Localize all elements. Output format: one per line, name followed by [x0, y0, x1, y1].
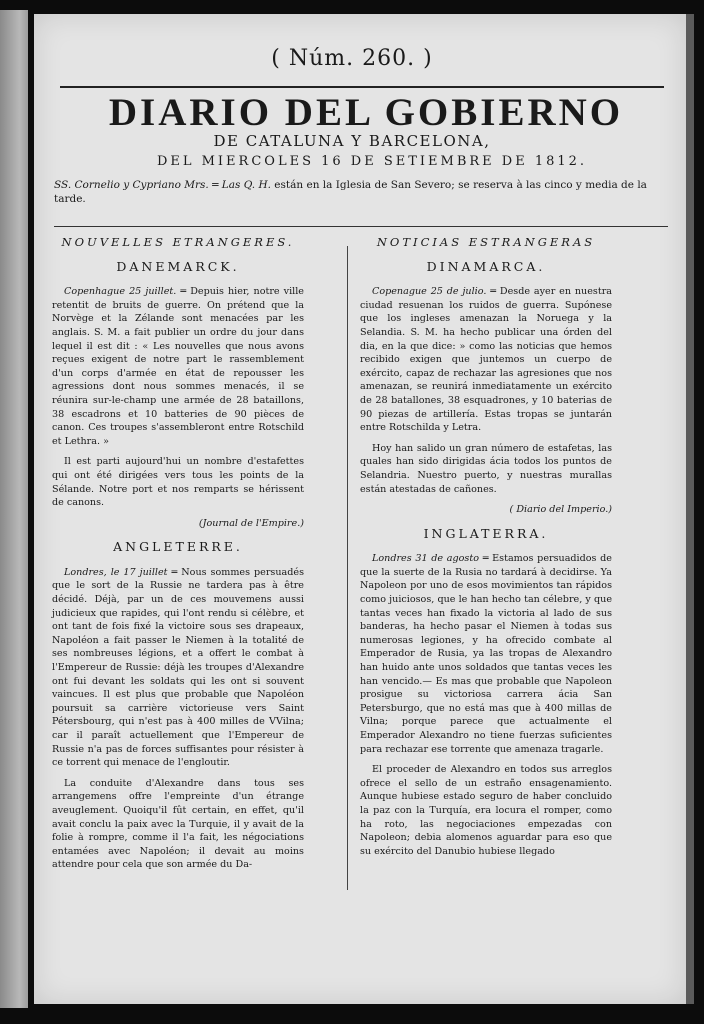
spanish-text: ═ Estamos persuadidos de que la suerte de la Rusia no tardará à decidirse. Ya Napoleon por uno de esos movimientos tan rápidos como juiciosos, que le han hecho tan célebre, y que tantas veces han fixado la victoria al lado de sus banderas, ha hecho pasar el Niemen à todas sus numerosas legiones, y ha ofrecido combate al Emperador de Rusia, ya las tropas de Alexandro han huido ante unos soldados que tantas veces les han vencido.— Es mas que probable que Napoleon prosigue su victoriosa carrera ácia San Petersburgo, que no está mas que à 400 millas de Vilna; porque parece que actualmente el Emperador Alexandro no tiene fuerzas suficientes para rechazar ese torrente que amenaza tragarle.: [360, 553, 612, 755]
french-paragraph: [52, 566, 304, 770]
spanish-column: [360, 236, 612, 865]
saints-text: están en la Iglesia de San Severo; se reserva à las cinco y media de la tarde.: [54, 179, 647, 205]
spanish-country-denmark: DINAMARCA.: [426, 258, 546, 274]
dateline: DEL MIERCOLES 16 DE SETIEMBRE DE 1812.: [156, 154, 588, 169]
column-divider: [347, 246, 348, 890]
top-rule: [60, 86, 664, 88]
page-edge-shadow: [686, 14, 694, 1004]
masthead-title: DIARIO DEL GOBIERNO: [108, 91, 624, 134]
masthead-subtitle: DE CATALUNA Y BARCELONA,: [213, 132, 491, 150]
french-text: ═ Nous sommes persuadés que le sort de la Russie ne tardera pas à être décidé. Déjà, par un de ces mouvemens aussi judicieux que rapides, qui l'ont rendu si célèbre, et ont tant de fois fixé la victoire sous ses drapeaux, Napoléon a fait passer le Niemen à la totalité de ses nombreuses légions, et a offert le combat à l'Empereur de Russie: déjà les troupes d'Alexandre ont fui devant les soldats qui les ont si souvent vaincues. Il est plus que probable que Napoléon poursuit sa carrière victorieuse vers Saint Pétersbourg, qui n'est pas à 400 milles de VVilna; car il paraît actuellement que l'Empereur de Russie n'a pas de forces suffisantes pour résister à ce torrent qui menace de l'engloutir.: [52, 566, 304, 769]
french-country-denmark: DANEMARCK.: [116, 258, 240, 274]
spanish-heading: NOTICIAS ESTRANGERAS: [376, 235, 596, 249]
spanish-paragraph: [360, 285, 612, 435]
spanish-paragraph: [360, 552, 612, 756]
french-country-england: ANGLETERRE.: [113, 539, 243, 555]
french-dateline-copenhague: Copenhague 25 juillet.: [64, 286, 177, 298]
saints-italic: SS. Cornelio y Cypriano Mrs. ═ Las Q. H.: [54, 179, 271, 191]
previous-page-edge: [0, 10, 28, 1008]
spanish-text: ═ Desde ayer en nuestra ciudad resuenan los ruidos de guerra. Supónese que los ingleses amenazan la Noruega y la Selandia. S. M. ha hecho publicar una órden del dia, en la que dice: » como las noticias que hemos recibido exigen que juntemos un cuerpo de exército, capaz de rechazar las agresiones que nos amenazan, se reunirá inmediatamente un exército de 28 batallones, 38 esquadrones, y 10 baterias de 90 piezas de artillería. Estas tropas se juntarán entre Rotschilda y Letra.: [360, 286, 612, 434]
french-paragraph: Il est parti aujourd'hui un nombre d'estafettes qui ont été dirigées vers tous les points de la Sélande. Notre port et nos remparts se hérissent de canons.: [52, 456, 304, 509]
section-rule: [54, 226, 668, 227]
french-paragraph: [52, 285, 304, 448]
spanish-dateline-londres: Londres 31 de agosto: [372, 553, 479, 565]
french-heading: NOUVELLES ETRANGERES.: [61, 235, 295, 249]
issue-number: ( Núm. 260. ): [271, 46, 433, 71]
french-paragraph: La conduite d'Alexandre dans tous ses arrangemens offre l'empreinte d'un étrange aveuglement. Quoiqu'il fût certain, en effet, qu'il avait conclu la paix avec la Turquie, il y avait de la folie à rompre, comme il l'a fait, les négociations entamées avec Napoléon; il devait au moins attendre pour cela que son armée du Da-: [52, 777, 304, 871]
spanish-dateline-copenague: Copenague 25 de julio.: [372, 286, 487, 298]
spanish-country-england: INGLATERRA.: [423, 525, 549, 541]
french-text: ═ Depuis hier, notre ville retentit de bruits de guerre. On prétend que la Norvège et la Zélande sont menacées par les anglais. S. M. a fait publier un ordre du jour dans lequel il est dit : « Les nouvelles que nous avons reçues exigent de notre part le rassemblement d'un corps d'armée en état de repousser les agressions dont nous sommes menacés, il se réunira sur-le-champ une armée de 28 bataillons, 38 escadrons et 10 batteries de 90 pièces de canon. Ces troupes s'assembleront entre Rotschild et Lethra. »: [52, 286, 304, 447]
spanish-paragraph: Hoy han salido un gran número de estafetas, las quales han sido dirigidas ácia todos los puntos de Selandria. Nuestro puerto, y nuestras murallas están atestadas de cañones.: [360, 442, 612, 495]
french-column: [52, 236, 304, 879]
spanish-paragraph: El proceder de Alexandro en todos sus arreglos ofrece el sello de un estraño ensagenamiento. Aunque hubiese estado seguro de haber concluido la paz con la Turquía, era locura el romper, como ha roto, las negociaciones empezadas con Napoleon; debia alomenos aguardar para eso que su exército del Danubio hubiese llegado: [360, 764, 612, 857]
french-source: (Journal de l'Empire.): [198, 517, 304, 529]
saints-notice: [54, 178, 670, 206]
spanish-source: ( Diario del Imperio.): [509, 504, 612, 516]
french-dateline-londres: Londres, le 17 juillet: [64, 566, 168, 578]
